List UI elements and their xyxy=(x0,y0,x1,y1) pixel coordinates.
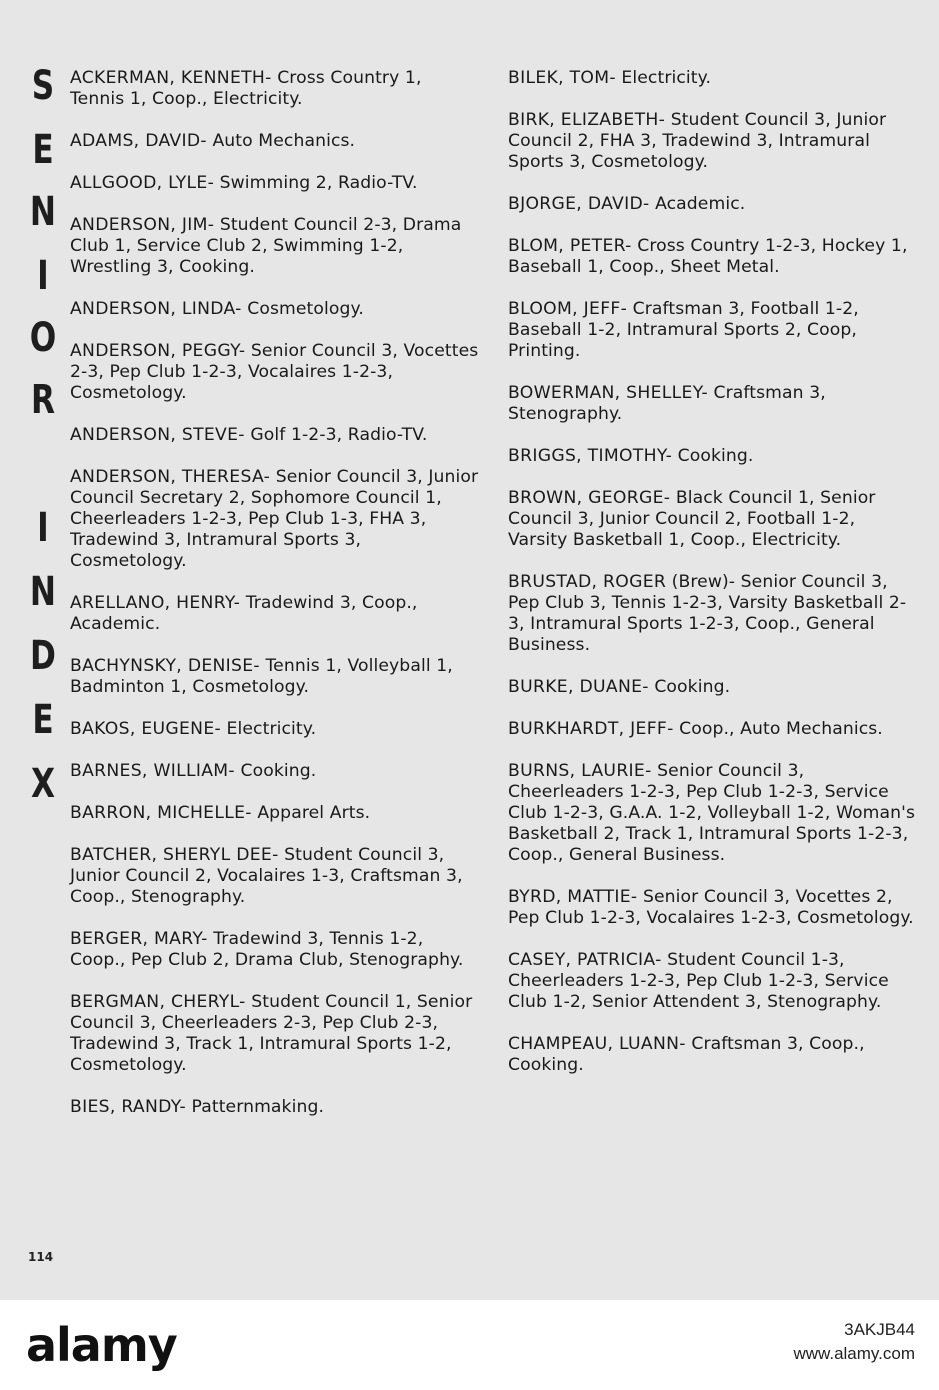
index-entry xyxy=(508,194,918,215)
student-activities: Senior Council 3, Vocettes 2, Pep Club 1-2-3, Vocalaires 1-2-3, Cosmetology. xyxy=(508,887,914,928)
student-name: ADAMS, DAVID- xyxy=(70,131,207,151)
student-activities: Senior Council 3, Vocettes 2-3, Pep Club 1-2-3, Vocalaires 1-2-3, Cosmetology. xyxy=(70,341,479,403)
student-name: ANDERSON, STEVE- xyxy=(70,425,245,445)
student-name: BIRK, ELIZABETH- xyxy=(508,110,666,130)
student-name: BLOM, PETER- xyxy=(508,236,632,256)
student-activities: Craftsman 3, Football 1-2, Baseball 1-2, Intramural Sports 2, Coop, Printing. xyxy=(508,299,859,361)
student-name: BRIGGS, TIMOTHY- xyxy=(508,446,673,466)
page-number: 114 xyxy=(28,1250,54,1264)
index-entry xyxy=(70,467,480,572)
index-entry xyxy=(508,110,918,173)
student-name: ANDERSON, THERESA- xyxy=(70,467,271,487)
student-activities: Electricity. xyxy=(220,719,317,739)
index-entry xyxy=(70,656,480,698)
student-activities: Student Council 3, Junior Council 2, FHA 3, Tradewind 3, Intramural Sports 3, Cosmetology. xyxy=(508,110,887,172)
student-name: ACKERMAN, KENNETH- xyxy=(70,68,272,88)
index-entry xyxy=(70,1097,480,1118)
brand-logo: alamy xyxy=(26,1318,177,1372)
student-name: BIES, RANDY- xyxy=(70,1097,186,1117)
student-activities: Golf 1-2-3, Radio-TV. xyxy=(244,425,428,445)
index-entry xyxy=(70,131,480,152)
student-name: BAKOS, EUGENE- xyxy=(70,719,221,739)
student-name: BILEK, TOM- xyxy=(508,68,616,88)
student-activities: Craftsman 3, Coop., Cooking. xyxy=(508,1034,865,1075)
student-activities: Academic. xyxy=(649,194,746,214)
student-name: BJORGE, DAVID- xyxy=(508,194,650,214)
student-activities: Cooking. xyxy=(648,677,731,697)
index-entry xyxy=(70,845,480,908)
student-name: BATCHER, SHERYL DEE- xyxy=(70,845,279,865)
student-name: ANDERSON, PEGGY- xyxy=(70,341,246,361)
index-entry xyxy=(508,761,918,866)
student-activities: Senior Council 3, Cheerleaders 1-2-3, Pep Club 1-2-3, Service Club 1-2-3, G.A.A. 1-2, Volleyball 1-2, Woman's Basketball 2, Track 1, Intramural Sports 1-2-3, Coop., General Business. xyxy=(508,761,916,865)
student-name: ANDERSON, LINDA- xyxy=(70,299,242,319)
index-entry xyxy=(70,719,480,740)
student-activities: Cross Country 1, Tennis 1, Coop., Electricity. xyxy=(70,68,422,109)
student-activities: Tradewind 3, Tennis 1-2, Coop., Pep Club 2, Drama Club, Stenography. xyxy=(70,929,464,970)
student-name: BERGMAN, CHERYL- xyxy=(70,992,246,1012)
stock-url: www.alamy.com xyxy=(793,1344,915,1363)
student-activities: (Brew)- Senior Council 3, Pep Club 3, Tennis 1-2-3, Varsity Basketball 2-3, Intramural Sports 1-2-3, Coop., General Business. xyxy=(508,572,907,655)
index-entry xyxy=(508,299,918,362)
title-letter: O xyxy=(29,315,57,361)
index-entry xyxy=(508,950,918,1013)
index-entry xyxy=(508,572,918,656)
student-activities: Student Council 3, Junior Council 2, Vocalaires 1-3, Craftsman 3, Coop., Stenography. xyxy=(70,845,463,907)
index-entry xyxy=(508,677,918,698)
index-entry xyxy=(70,803,480,824)
index-entry xyxy=(70,299,480,320)
index-entry xyxy=(508,236,918,278)
student-name: BYRD, MATTIE- xyxy=(508,887,638,907)
index-entry xyxy=(70,341,480,404)
student-activities: Apparel Arts. xyxy=(251,803,371,823)
student-activities: Tradewind 3, Coop., Academic. xyxy=(70,593,418,634)
student-name: BERGER, MARY- xyxy=(70,929,208,949)
student-name: BLOOM, JEFF- xyxy=(508,299,628,319)
student-activities: Black Council 1, Senior Council 3, Junior Council 2, Football 1-2, Varsity Basketball 1, Coop., Electricity. xyxy=(508,488,876,550)
index-entry xyxy=(70,173,480,194)
student-name: ANDERSON, JIM- xyxy=(70,215,215,235)
student-name: CASEY, PATRICIA- xyxy=(508,950,662,970)
student-name: BURKE, DUANE- xyxy=(508,677,649,697)
index-entry xyxy=(70,761,480,782)
stock-footer xyxy=(0,1300,939,1390)
index-entry xyxy=(508,887,918,929)
title-letter: R xyxy=(30,377,56,423)
student-name: ARELLANO, HENRY- xyxy=(70,593,241,613)
student-activities: Coop., Auto Mechanics. xyxy=(673,719,883,739)
student-activities: Auto Mechanics. xyxy=(206,131,356,151)
student-activities: Student Council 1, Senior Council 3, Cheerleaders 2-3, Pep Club 2-3, Tradewind 3, Track 1, Intramural Sports 1-2, Cosmetology. xyxy=(70,992,473,1075)
student-name: BARRON, MICHELLE- xyxy=(70,803,252,823)
student-activities: Cooking. xyxy=(672,446,754,466)
title-letter: E xyxy=(32,127,54,173)
index-entry xyxy=(508,446,918,467)
student-name: BURKHARDT, JEFF- xyxy=(508,719,674,739)
student-activities: Craftsman 3, Stenography. xyxy=(508,383,826,424)
index-entry xyxy=(70,593,480,635)
student-activities: Electricity. xyxy=(615,68,712,88)
index-entry xyxy=(508,1034,918,1076)
student-activities: Student Council 2-3, Drama Club 1, Service Club 2, Swimming 1-2, Wrestling 3, Cooking. xyxy=(70,215,462,277)
title-letter: X xyxy=(30,761,56,807)
title-letter: E xyxy=(32,697,54,743)
student-activities: Senior Council 3, Junior Council Secretary 2, Sophomore Council 1, Cheerleaders 1-2-3, Pep Club 1-3, FHA 3, Tradewind 3, Intramural Sports 3, Cosmetology. xyxy=(70,467,479,571)
left-column xyxy=(70,68,480,1139)
title-letter: N xyxy=(29,569,57,615)
title-letter: D xyxy=(30,633,56,679)
student-activities: Swimming 2, Radio-TV. xyxy=(214,173,418,193)
title-letter: N xyxy=(29,189,57,235)
index-entry xyxy=(70,992,480,1076)
student-name: BOWERMAN, SHELLEY- xyxy=(508,383,708,403)
stock-image-id: 3AKJB44 xyxy=(844,1320,915,1339)
index-entry xyxy=(70,215,480,278)
index-entry xyxy=(508,68,918,89)
student-name: BURNS, LAURIE- xyxy=(508,761,652,781)
student-activities: Student Council 1-3, Cheerleaders 1-2-3, Pep Club 1-2-3, Service Club 1-2, Senior Attendent 3, Stenography. xyxy=(508,950,889,1012)
right-column xyxy=(508,68,918,1097)
student-activities: Tennis 1, Volleyball 1, Badminton 1, Cosmetology. xyxy=(70,656,453,697)
student-activities: Cooking. xyxy=(234,761,317,781)
index-entry xyxy=(70,929,480,971)
student-activities: Cross Country 1-2-3, Hockey 1, Baseball 1, Coop., Sheet Metal. xyxy=(508,236,908,277)
index-entry xyxy=(70,425,480,446)
student-name: BRUSTAD, ROGER xyxy=(508,572,667,592)
index-entry xyxy=(70,68,480,110)
index-entry xyxy=(508,383,918,425)
student-name: ALLGOOD, LYLE- xyxy=(70,173,215,193)
index-entry xyxy=(508,488,918,551)
student-activities: Patternmaking. xyxy=(185,1097,325,1117)
student-name: BROWN, GEORGE- xyxy=(508,488,671,508)
index-entry xyxy=(508,719,918,740)
title-letter: I xyxy=(37,505,49,551)
student-name: BARNES, WILLIAM- xyxy=(70,761,235,781)
student-name: BACHYNSKY, DENISE- xyxy=(70,656,260,676)
student-activities: Cosmetology. xyxy=(241,299,364,319)
student-name: CHAMPEAU, LUANN- xyxy=(508,1034,686,1054)
title-letter: S xyxy=(31,63,55,109)
title-letter: I xyxy=(37,253,49,299)
